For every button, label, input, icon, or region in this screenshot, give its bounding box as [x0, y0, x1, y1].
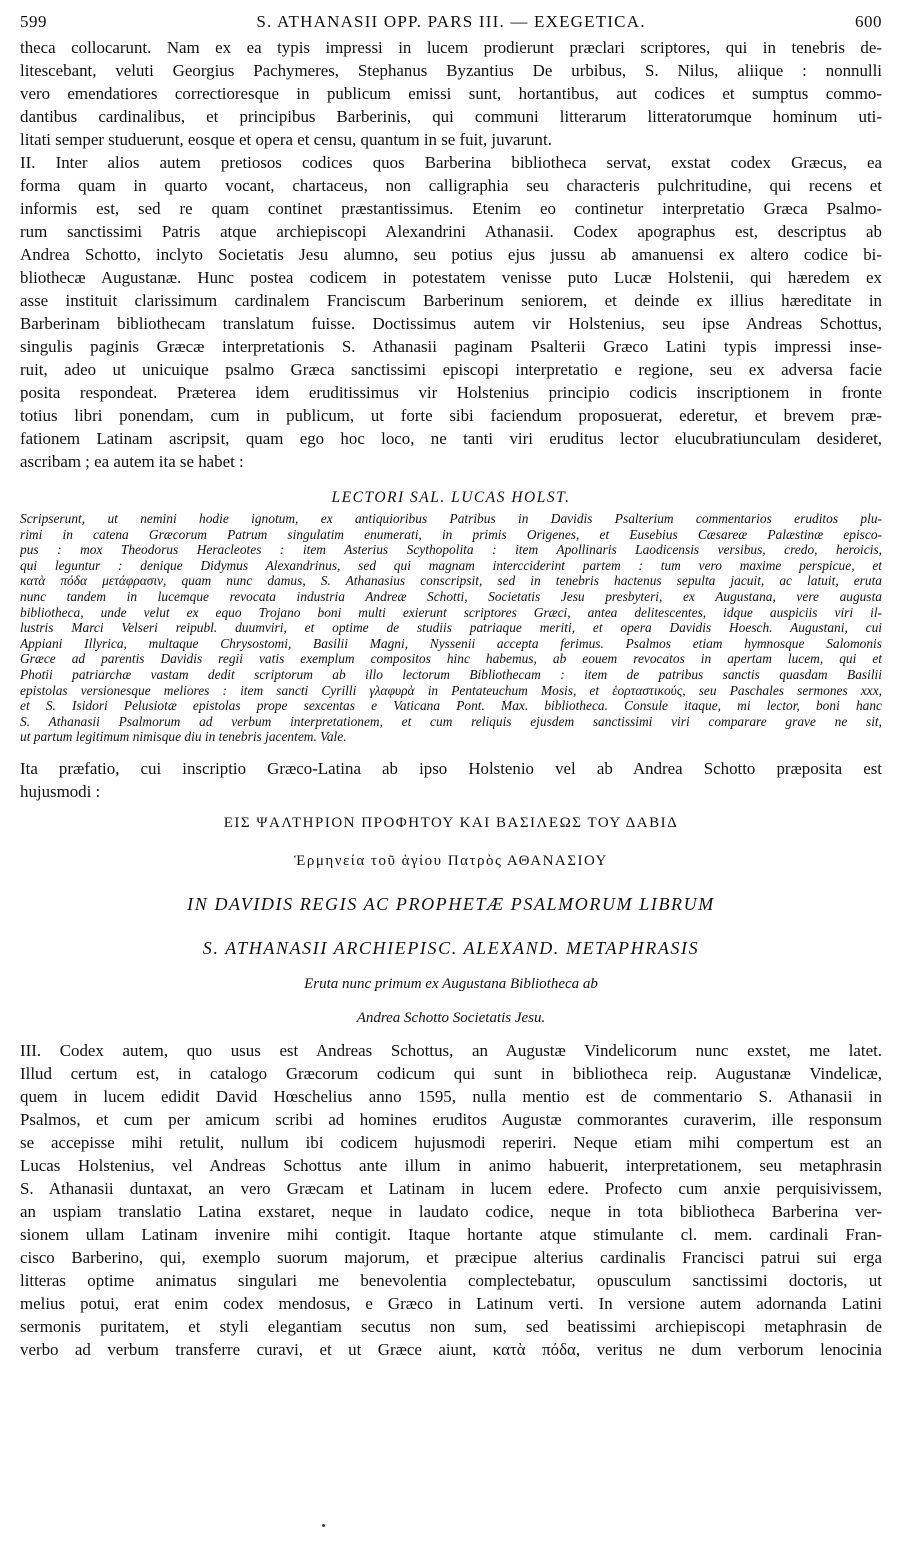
page-number-right: 600	[855, 12, 882, 31]
paragraph-2	[20, 151, 882, 473]
text-line: verbo ad verbum transferre curavi, et ut Græce aiunt, κατὰ πόδα, veritus ne dum verborum lenocinia	[20, 1339, 882, 1359]
greek-title: ΕΙΣ ΨΑΛΤΗΡΙΟΝ ΠΡΟΦΗΤΟΥ ΚΑΙ ΒΑΣΙΛΕΩΣ ΤΟΥ ΔΑΒΙΔ	[223, 814, 679, 831]
text-line: Græce ad parentis Davidis regii vatis exemplum compositos hinc habemus, ab eouem revocatos in apertam lucem, qui et	[20, 651, 882, 667]
paragraph-1	[20, 36, 882, 151]
latin-subtitle-2: Andrea Schotto Societatis Jesu.	[356, 1009, 546, 1026]
text-line: informis est, sed re quam continet præstantissimus. Etenim eo continetur interpretatio Græca Psalmo-	[20, 199, 882, 218]
text-line: Barberinam bibliothecam translatum fuisse. Doctissimus autem vir Holstenius, seu ipse Andreas Schottus,	[20, 314, 882, 333]
text-line: asse instituit clarissimum cardinalem Franciscum Barberinum seniorem, et deinde ex illius hæreditate in	[20, 291, 882, 310]
text-line: singulis paginis Græcæ interpretationis S. Athanasii paginam Psalterii Græco Latini typis impressi inse-	[20, 337, 882, 356]
text-line: Andrea Schotto, inclyto Societatis Jesu alumno, seu potius ejus jussu ab amanuensi ex altero codice bi-	[20, 245, 882, 264]
text-line: lustris Marci Velseri reipubl. duumviri, et optime de studiis patriaque meriti, et opera Davidis Hoesch. Augustani, cui	[20, 620, 882, 636]
text-line: an uspiam translatio Latina exstaret, neque in laudato codice, neque in tota bibliotheca Barberina ver-	[20, 1201, 882, 1221]
text-line: dantibus cardinalibus, et principibus Barberinis, qui communi litterarum litteratorumque hominum uti-	[20, 107, 882, 126]
text-line: forma quam in quarto vocant, chartaceus, non calligraphia seu characteris pulchritudine, qui recens et	[20, 176, 882, 195]
text-line: melius potui, erat enim codex mendosus, e Græco in Latinum verti. In versione autem adornanda Latini	[20, 1293, 882, 1313]
text-line: sionem ullam Latinam invenire mihi contigit. Itaque hortante atque stimulante cl. mem. cardinali Fran-	[20, 1224, 882, 1244]
text-line: hujusmodi :	[20, 781, 101, 801]
page-number-left: 599	[20, 12, 47, 31]
text-line: ruit, adeo ut unicuique psalmo Græca sanctissimi episcopi interpretatio e regione, seu ex adversa facie	[20, 360, 882, 379]
print-speck	[322, 1524, 325, 1527]
text-line: quem in lucem edidit David Hœschelius anno 1595, nulla mentio est de commentario S. Athanasii in	[20, 1086, 882, 1106]
text-line: cisco Barberino, qui, exemplo suorum majorum, et præcipue alterius cardinalis Francisci patrui sui erga	[20, 1247, 882, 1267]
text-line: rum sanctissimi Patris atque archiepiscopi Alexandrini Athanasii. Codex apographus est, descriptus ab	[20, 222, 882, 241]
text-line: totius libri ponendam, cum in publicum, ut forte sibi faciendum proposuerat, ederetur, et brevem præ-	[20, 406, 882, 425]
text-line: litati semper studuerunt, eosque et opera et censu, quantum in se fuit, juvarunt.	[20, 130, 552, 149]
latin-title-2: S. ATHANASII ARCHIEPISC. ALEXAND. METAPHRASIS	[202, 937, 700, 958]
text-line: et S. Isidori Pelusiotæ epistolas prope sexcentas e Vaticana Pont. Max. bibliotheca. Consule itaque, mi lector, boni hanc	[20, 698, 882, 714]
text-line: κατὰ πόδα μετάφρασιν, quam nunc damus, S. Athanasius conscripsit, sed in tenebris hactenus sepulta jacuit, ac latuit, eruta	[20, 573, 882, 589]
text-line: ascribam ; ea autem ita se habet :	[20, 452, 244, 471]
text-line: S. Athanasii Psalmorum ad verbum interpretationem, et cum reliquis ejusdem sanctissimi viri comparare grave ne sit,	[20, 713, 882, 729]
text-line: fationem Latinam ascripsit, quam ego hoc loco, ne tanti viri eruditus lector elucubratiunculam desideret,	[20, 429, 882, 448]
text-line: posita respondeat. Præterea idem eruditissimus vir Holstenius principio codicis inscriptionem in fronte	[20, 383, 882, 402]
latin-title-1: IN DAVIDIS REGIS AC PROPHETÆ PSALMORUM LIBRUM	[187, 893, 715, 914]
text-line: epistolas versionesque meliores : item sancti Cyrilli γλαφυρὰ in Pentateuchum Mosis, et ἑορταστικούς, seu Paschales sermones xxx,	[20, 682, 882, 698]
latin-subtitle-1: Eruta nunc primum ex Augustana Bibliotheca ab	[304, 975, 598, 992]
page	[20, 10, 882, 1361]
text-line: litescebant, veluti Georgius Pachymeres, Stephanus Byzantius De urbibus, S. Nilus, aliique : nonnulli	[20, 61, 882, 80]
text-line: Appiani Illyrica, multaque Chrysostomi, Basilii Magni, Nyssenii accepta ferimus. Psalmos etiam hymnosque Salomonis	[20, 635, 882, 651]
text-line: se accepisse mihi retulit, nullum ibi codicem hujusmodi reperiri. Neque etiam mihi compertum est an	[20, 1132, 882, 1152]
text-line: sermonis puritatem, et styli elegantiam secutus non sum, sed beatissimi archiepiscopi metaphrasin de	[20, 1316, 882, 1336]
preface-title: LECTORI SAL. LUCAS HOLST.	[331, 489, 571, 506]
text-line: pus : mox Theodorus Heracleotes : item Asterius Scythopolita : item Apollinaris Laodicensis versibus, credo, heroicis,	[20, 542, 882, 558]
text-line: II. Inter alios autem pretiosos codices quos Barberina bibliotheca servat, exstat codex Græcus, ea	[20, 153, 882, 172]
text-line: theca collocarunt. Nam ex ea typis impressi in lucem prodierunt præclari scriptores, qui in tenebris de-	[20, 38, 882, 57]
text-line: S. Athanasii duntaxat, an vero Græcam et Latinam in lucem edere. Profecto cum anxie perquisivissem,	[20, 1178, 882, 1198]
text-line: III. Codex autem, quo usus est Andreas Schottus, an Augustæ Vindelicorum nunc exstet, me latet.	[20, 1040, 882, 1060]
text-line: qui leguntur : denique Didymus Alexandrinus, sed qui magnam intercciderint partem : tum vero maxime perspicue, et	[20, 557, 882, 573]
text-line: Photii patriarchæ vastam dedit scriptorum ab illo lectorum Bibliothecam : item de patribus sanctis quasdam Basilii	[20, 666, 882, 682]
preface-text	[20, 511, 882, 745]
text-line: vero emendatiores correctioresque in publicum emissi sunt, hortantibus, aut codices et sumptus commo-	[20, 84, 882, 103]
text-line: Illud certum est, in catalogo Græcorum codicum qui sunt in bibliotheca reip. Augustanæ Vindelicæ,	[20, 1063, 882, 1083]
paragraph-3	[20, 757, 882, 803]
running-title: S. ATHANASII OPP. PARS III. — EXEGETICA.	[256, 12, 646, 31]
text-line: rimi in catena Græcorum Patrum singulatim enumerati, in primis Origenes, et Eusebius Cæsareæ Palæstinæ episco-	[20, 526, 882, 542]
text-line: ut partum legitimum nimisque diu in tenebris jacentem. Vale.	[20, 729, 347, 745]
text-line: nunc tandem in lucemque revocata industria Andreæ Schotti, Societatis Jesu presbyteri, ex Augustana, vere augusta	[20, 588, 882, 604]
text-line: Scripserunt, ut nemini hodie ignotum, ex antiquioribus Patribus in Davidis Psalterium commentarios eruditos plu-	[20, 511, 882, 526]
paragraph-4	[20, 1039, 882, 1361]
text-line: bliothecæ Augustanæ. Hunc postea codicem in potestatem venisse puto Lucæ Holstenii, qui hæredem ex	[20, 268, 882, 287]
text-line: bibliotheca, unde velut ex equo Trojano boni multi exierunt scriptores Græci, antea delitescentes, idque auspiciis viri il-	[20, 604, 882, 620]
text-line: Psalmos, et cum per amicum scribi ad homines eruditos Augustæ commorantes curaverim, ille responsum	[20, 1109, 882, 1129]
running-header	[20, 10, 882, 36]
text-line: litteras optime animatus singulari me benevolentia complectebatur, opusculum sanctissimi doctoris, ut	[20, 1270, 882, 1290]
greek-subtitle: Ἑρμηνεία τοῦ ἁγίου Πατρὸς ΑΘΑΝΑΣΙΟΥ	[294, 852, 608, 869]
text-line: Lucas Holstenius, vel Andreas Schottus ante illum in animo habuerit, interpretationem, seu metaphrasin	[20, 1155, 882, 1175]
text-line: Ita præfatio, cui inscriptio Græco-Latina ab ipso Holstenio vel ab Andrea Schotto præposita est	[20, 758, 882, 778]
